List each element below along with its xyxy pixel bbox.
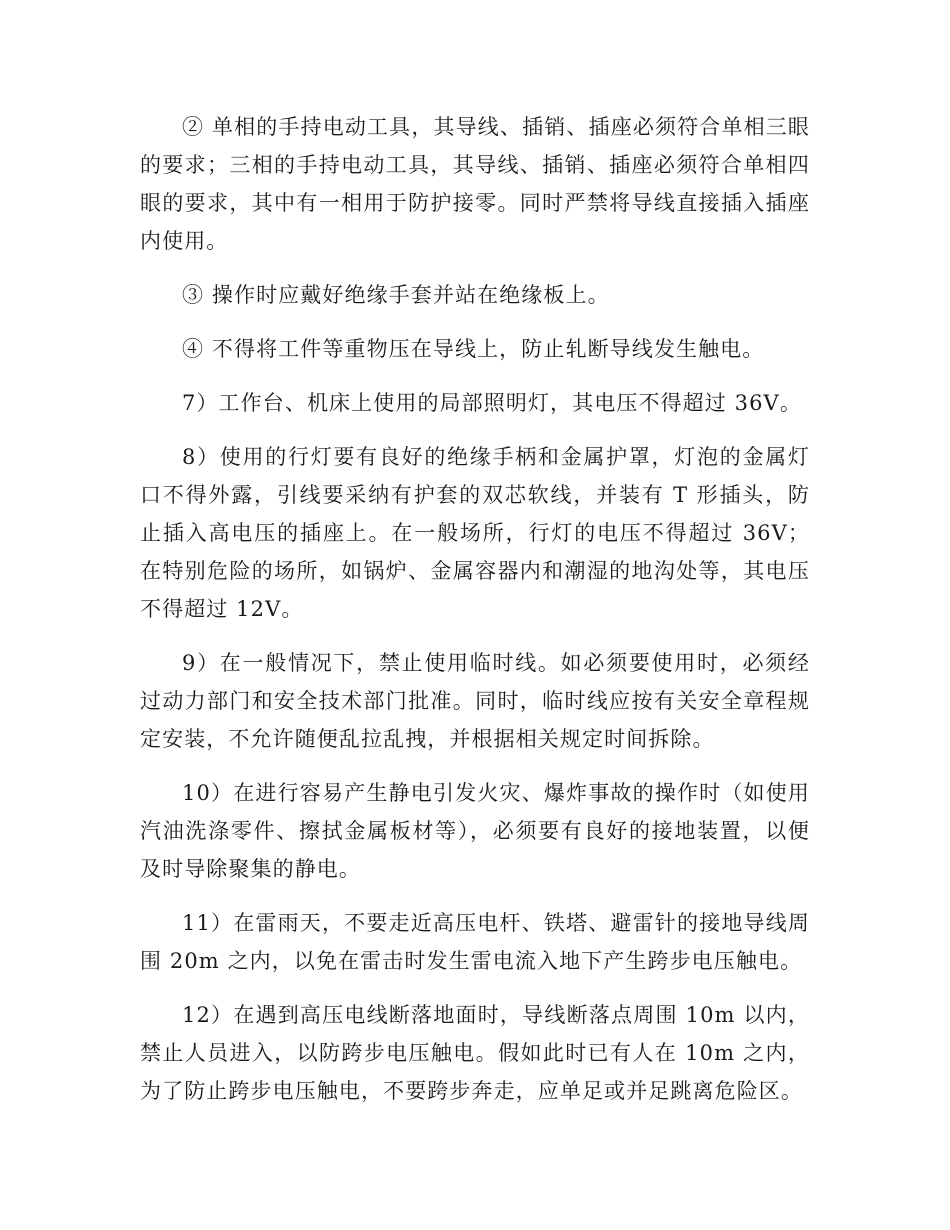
paragraph-item-4: ④ 不得将工件等重物压在导线上，防止轧断导线发生触电。 [182,337,765,361]
paragraph-rule-8: 8）使用的行灯要有良好的绝缘手柄和金属护罩，灯泡的金属灯口不得外露，引线要采纳有护套的双芯软线，并装有 T 形插头，防止插入高电压的插座上。在一般场所，行灯的电压不得超过 36V；在特别危险的场所，如锅炉、金属容器内和潮湿的地沟处等，其电压不得超过 12V。 [140,445,810,621]
paragraph-rule-11: 11）在雷雨天，不要走近高压电杆、铁塔、避雷针的接地导线周围 20m 之内，以免在雷击时发生雷电流入地下产生跨步电压触电。 [140,911,810,973]
paragraph-rule-7: 7）工作台、机床上使用的局部照明灯，其电压不得超过 36V。 [182,391,802,415]
document-body [140,108,810,1126]
paragraph-rule-9: 9）在一般情况下，禁止使用临时线。如必须要使用时，必须经过动力部门和安全技术部门批准。同时，临时线应按有关安全章程规定安装，不允许随便乱拉乱拽，并根据相关规定时间拆除。 [140,651,810,751]
paragraph-rule-10: 10）在进行容易产生静电引发火灾、爆炸事故的操作时（如使用汽油洗涤零件、擦拭金属板材等），必须要有良好的接地装置，以便及时导除聚集的静电。 [140,781,810,881]
paragraph-rule-12: 12）在遇到高压电线断落地面时，导线断落点周围 10m 以内，禁止人员进入，以防跨步电压触电。假如此时已有人在 10m 之内，为了防止跨步电压触电，不要跨步奔走，应单足或并足跳离危险区。 [140,1003,810,1103]
paragraph-item-3: ③ 操作时应戴好绝缘手套并站在绝缘板上。 [182,283,610,307]
paragraph-item-2: ② 单相的手持电动工具，其导线、插销、插座必须符合单相三眼的要求；三相的手持电动工具，其导线、插销、插座必须符合单相四眼的要求，其中有一相用于防护接零。同时严禁将导线直接插入插座内使用。 [140,115,810,253]
